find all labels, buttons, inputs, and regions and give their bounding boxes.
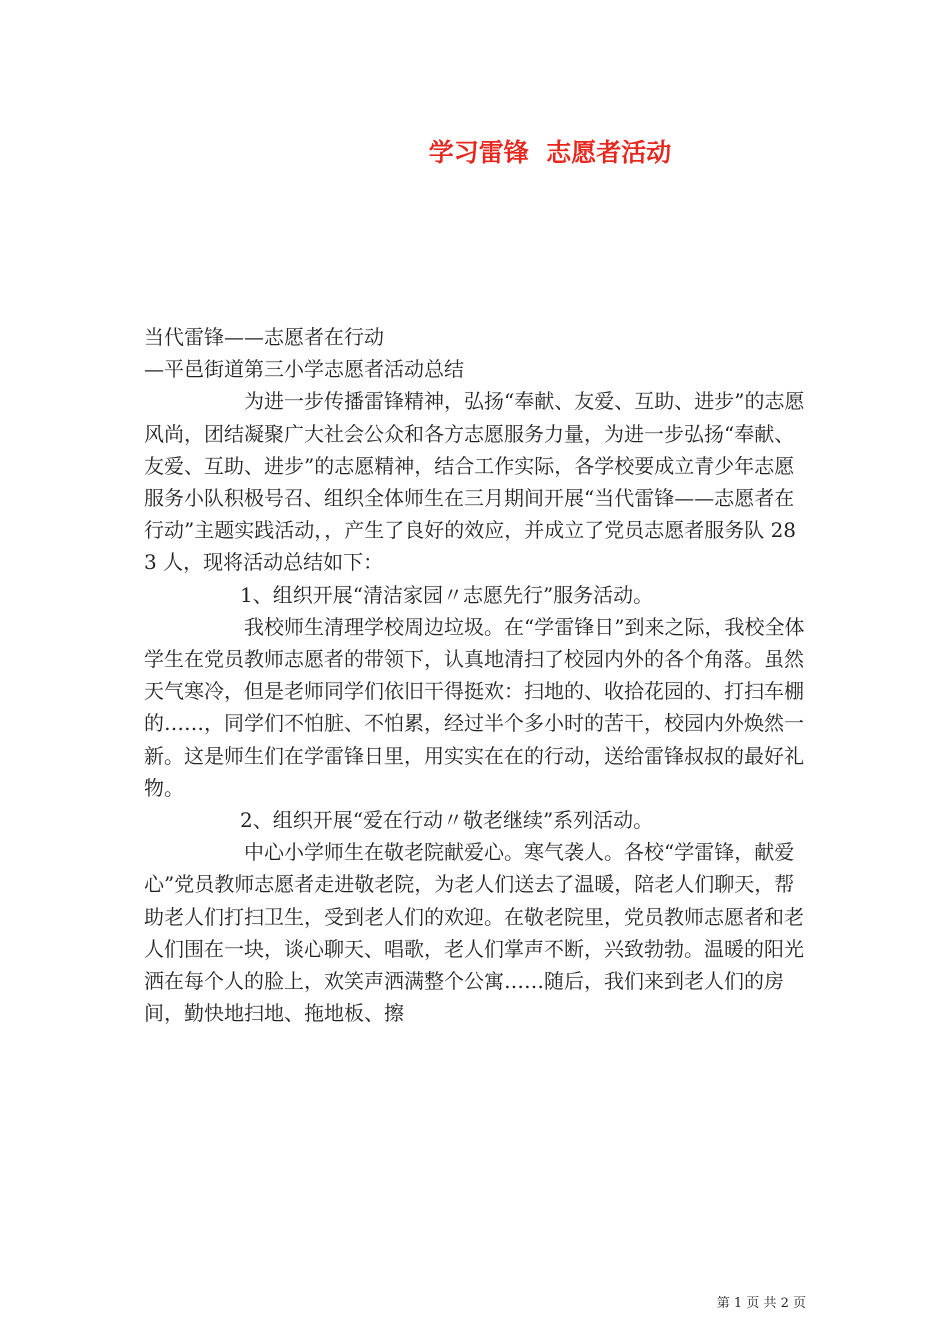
subtitle-secondary: —平邑街道第三小学志愿者活动总结 <box>144 357 464 382</box>
paragraph-section-2: 中心小学师生在敬老院献爱心。寒气袭人。各校“学雷锋，献爱心”党员教师志愿者走进敬老院，为老人们送去了温暖，陪老人们聊天，帮助老人们打扫卫生，受到老人们的欢迎。在敬老院里，党员教师志愿者和老人们围在一块，谈心聊天、唱歌，老人们掌声不断，兴致勃勃。温暖的阳光洒在每个人的脸上，欢笑声洒满整个公寓……随后，我们来到老人们的房间，勤快地扫地、拖地板、擦 <box>144 840 804 1026</box>
section-heading-1: 1、组织开展“清洁家园〃志愿先行”服务活动。 <box>240 582 654 607</box>
paragraph-section-1: 我校师生清理学校周边垃圾。在“学雷锋日”到来之际，我校全体学生在党员教师志愿者的带领下，认真地清扫了校园内外的各个角落。虽然天气寒冷，但是老师同学们依旧干得挺欢：扫地的、收拾花园的、打扫车棚的……，同学们不怕脏、不怕累，经过半个多小时的苦干，校园内外焕然一新。这是师生们在学雷锋日里，用实实在在的行动，送给雷锋叔叔的最好礼物。 <box>144 614 805 800</box>
document-body <box>144 321 808 1029</box>
page-number: 第 1 页 共 2 页 <box>716 1296 806 1311</box>
section-heading-2: 2、组织开展“爱在行动〃敬老继续”系列活动。 <box>240 808 654 833</box>
paragraph-intro: 为进一步传播雷锋精神，弘扬“奉献、友爱、互助、进步”的志愿风尚，团结凝聚广大社会公众和各方志愿服务力量，为进一步弘扬“奉献、友爱、互助、进步”的志愿精神，结合工作实际，各学校要成立青少年志愿服务小队积极号召、组织全体师生在三月期间开展“当代雷锋——志愿者在行动”主题实践活动，，产生了良好的效应，并成立了党员志愿者服务队 283 人，现将活动总结如下： <box>144 389 805 575</box>
document-title: 学习雷锋 志愿者活动 <box>428 138 672 167</box>
subtitle-main: 当代雷锋——志愿者在行动 <box>144 325 384 349</box>
